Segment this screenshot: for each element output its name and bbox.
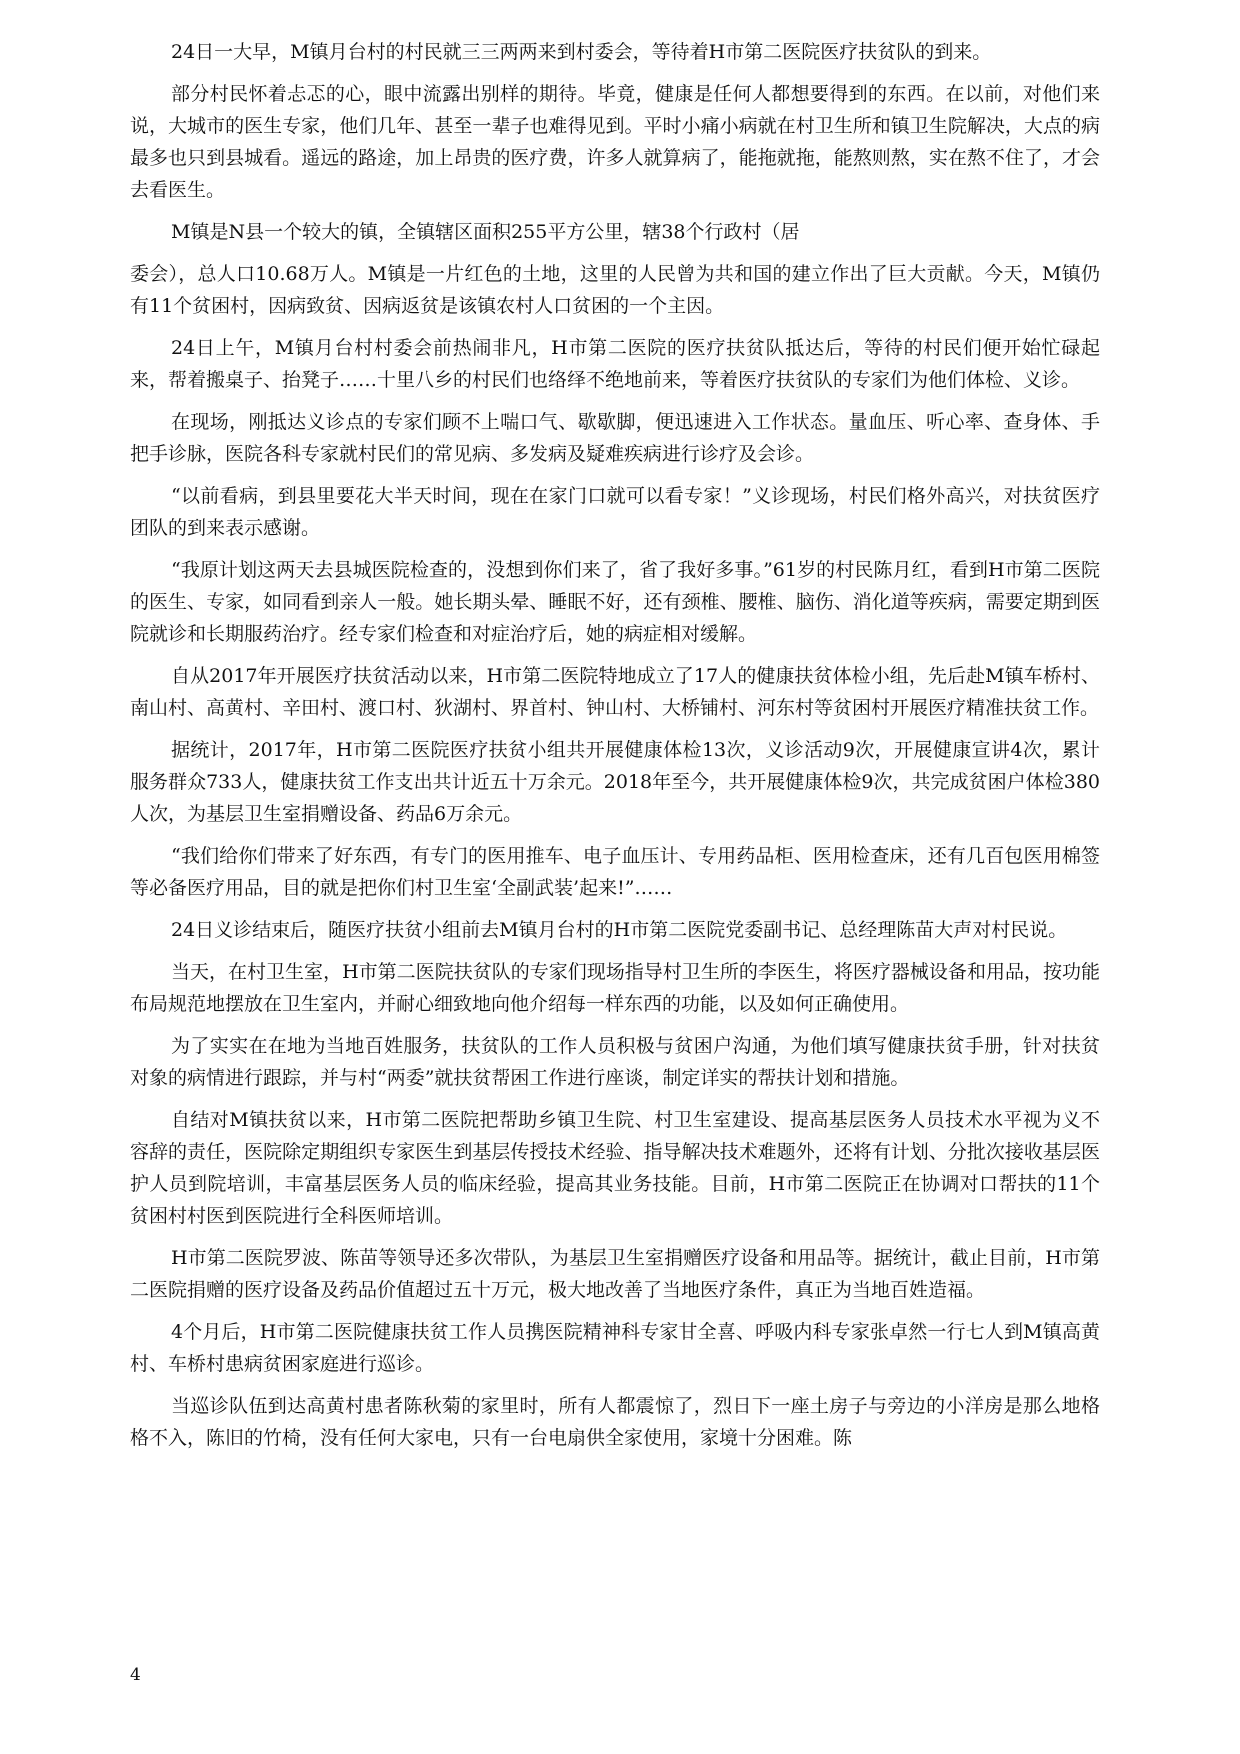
paragraph: 委会），总人口10.68万人。M镇是一片红色的土地，这里的人民曾为共和国的建立作出了巨大贡献。今天，M镇仍有11个贫困村，因病致贫、因病返贫是该镇农村人口贫困的一个主因。 bbox=[130, 263, 1100, 317]
paragraph: 自结对M镇扶贫以来，H市第二医院把帮助乡镇卫生院、村卫生室建设、提高基层医务人员技术水平视为义不容辞的责任，医院除定期组织专家医生到基层传授技术经验、指导解决技术难题外，还将有计划、分批次接收基层医护人员到院培训，丰富基层医务人员的临床经验，提高其业务技能。目前，H市第二医院正在协调对口帮扶的11个贫困村村医到医院进行全科医师培训。 bbox=[130, 1109, 1100, 1227]
paragraph: 24日上午，M镇月台村村委会前热闹非凡，H市第二医院的医疗扶贫队抵达后，等待的村民们便开始忙碌起来，帮着搬桌子、抬凳子……十里八乡的村民们也络绎不绝地前来，等着医疗扶贫队的专家们为他们体检、义诊。 bbox=[130, 337, 1100, 391]
paragraph: H市第二医院罗波、陈苗等领导还多次带队，为基层卫生室捐赠医疗设备和用品等。据统计，截止目前，H市第二医院捐赠的医疗设备及药品价值超过五十万元，极大地改善了当地医疗条件，真正为当地百姓造福。 bbox=[130, 1247, 1100, 1301]
paragraph: 24日义诊结束后，随医疗扶贫小组前去M镇月台村的H市第二医院党委副书记、总经理陈苗大声对村民说。 bbox=[171, 919, 1068, 941]
paragraph: 自从2017年开展医疗扶贫活动以来，H市第二医院特地成立了17人的健康扶贫体检小组，先后赴M镇车桥村、南山村、高黄村、辛田村、渡口村、狄湖村、界首村、钟山村、大桥铺村、河东村等贫困村开展医疗精准扶贫工作。 bbox=[130, 665, 1100, 719]
paragraph: 据统计，2017年，H市第二医院医疗扶贫小组共开展健康体检13次，义诊活动9次，开展健康宣讲4次，累计服务群众733人，健康扶贫工作支出共计近五十万余元。2018年至今，共开展健康体检9次，共完成贫困户体检380人次，为基层卫生室捐赠设备、药品6万余元。 bbox=[130, 739, 1100, 825]
paragraph: 在现场，刚抵达义诊点的专家们顾不上喘口气、歇歇脚，便迅速进入工作状态。量血压、听心率、查身体、手把手诊脉，医院各科专家就村民们的常见病、多发病及疑难疾病进行诊疗及会诊。 bbox=[130, 411, 1100, 465]
document-body bbox=[130, 36, 1100, 1464]
paragraph: “以前看病，到县里要花大半天时间，现在在家门口就可以看专家！”义诊现场，村民们格外高兴，对扶贫医疗团队的到来表示感谢。 bbox=[130, 485, 1100, 539]
paragraph: 当巡诊队伍到达高黄村患者陈秋菊的家里时，所有人都震惊了，烈日下一座土房子与旁边的小洋房是那么地格格不入，陈旧的竹椅，没有任何大家电，只有一台电扇供全家使用，家境十分困难。陈 bbox=[130, 1395, 1100, 1449]
paragraph: 24日一大早，M镇月台村的村民就三三两两来到村委会，等待着H市第二医院医疗扶贫队的到来。 bbox=[171, 41, 992, 63]
paragraph: “我们给你们带来了好东西，有专门的医用推车、电子血压计、专用药品柜、医用检查床，还有几百包医用棉签等必备医疗用品，目的就是把你们村卫生室‘全副武装’起来!”…… bbox=[130, 845, 1100, 899]
page-number: 4 bbox=[130, 1665, 141, 1685]
paragraph: “我原计划这两天去县城医院检查的，没想到你们来了，省了我好多事。”61岁的村民陈月红，看到H市第二医院的医生、专家，如同看到亲人一般。她长期头晕、睡眠不好，还有颈椎、腰椎、脑伤、消化道等疾病，需要定期到医院就诊和长期服药治疗。经专家们检查和对症治疗后，她的病症相对缓解。 bbox=[130, 559, 1100, 645]
paragraph: M镇是N县一个较大的镇，全镇辖区面积255平方公里，辖38个行政村（居 bbox=[171, 221, 800, 243]
paragraph: 4个月后，H市第二医院健康扶贫工作人员携医院精神科专家甘全喜、呼吸内科专家张卓然一行七人到M镇高黄村、车桥村患病贫困家庭进行巡诊。 bbox=[130, 1321, 1100, 1375]
paragraph: 当天，在村卫生室，H市第二医院扶贫队的专家们现场指导村卫生所的李医生，将医疗器械设备和用品，按功能布局规范地摆放在卫生室内，并耐心细致地向他介绍每一样东西的功能，以及如何正确使用。 bbox=[130, 961, 1100, 1015]
paragraph: 部分村民怀着忐忑的心，眼中流露出别样的期待。毕竟，健康是任何人都想要得到的东西。在以前，对他们来说，大城市的医生专家，他们几年、甚至一辈子也难得见到。平时小痛小病就在村卫生所和镇卫生院解决，大点的病最多也只到县城看。遥远的路途，加上昂贵的医疗费，许多人就算病了，能拖就拖，能熬则熬，实在熬不住了，才会去看医生。 bbox=[130, 83, 1100, 201]
paragraph: 为了实实在在地为当地百姓服务，扶贫队的工作人员积极与贫困户沟通，为他们填写健康扶贫手册，针对扶贫对象的病情进行跟踪，并与村“两委”就扶贫帮困工作进行座谈，制定详实的帮扶计划和措施。 bbox=[130, 1035, 1100, 1089]
